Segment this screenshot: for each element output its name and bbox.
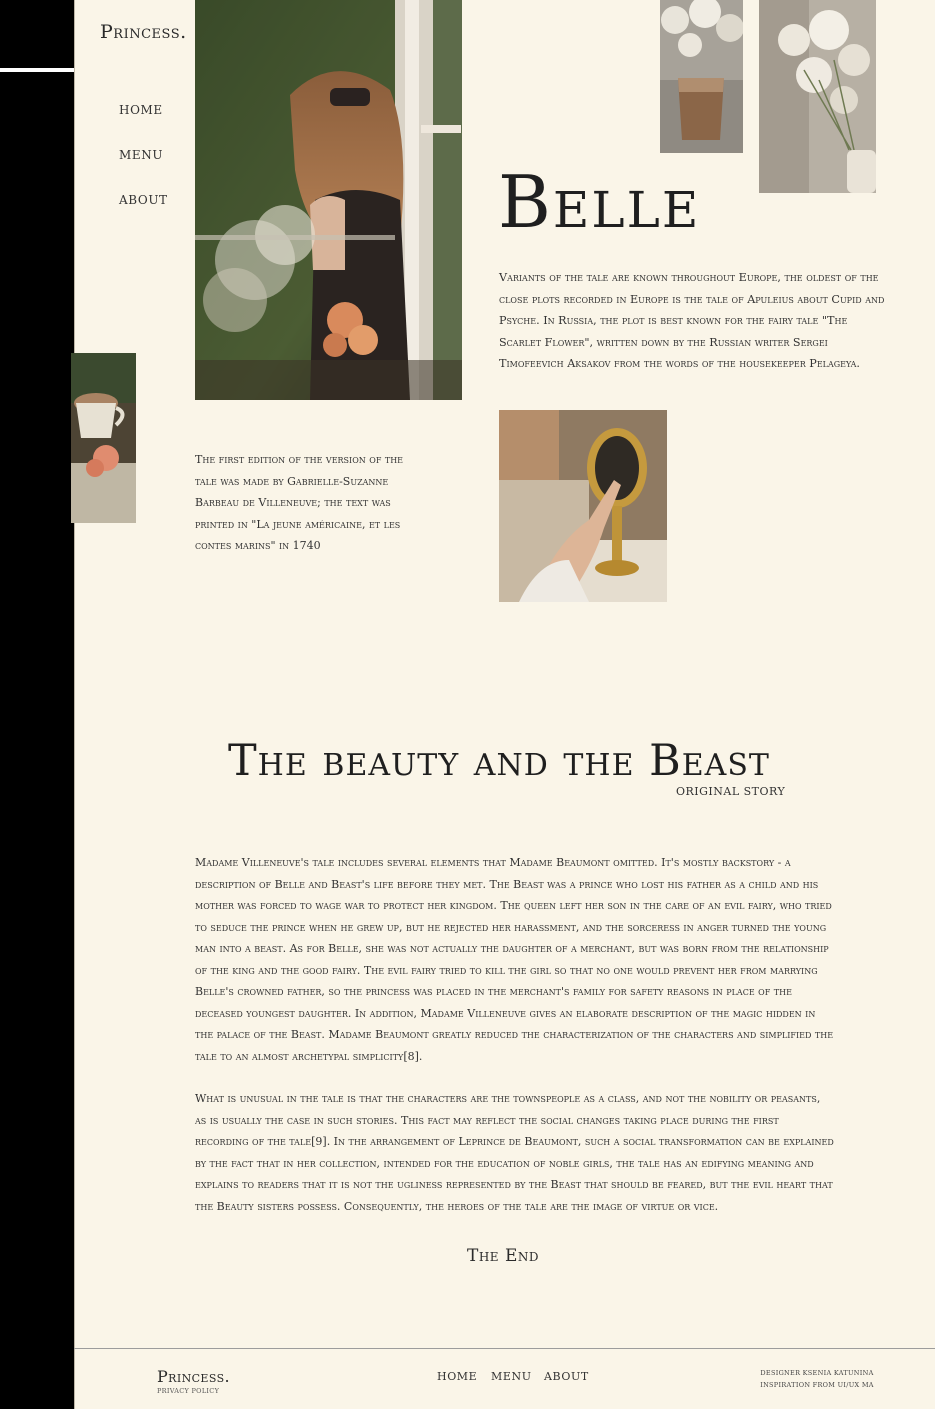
first-edition-text: The first edition of the version of the tale was made by Gabrielle-Suzanne Barbeau de Villeneuve; the text was printed in "La jeune américaine, et les contes marins" in 1740 — [195, 453, 404, 552]
nav-home-link[interactable]: HOME — [119, 103, 163, 117]
story-paragraph-1: Madame Villeneuve's tale includes several elements that Madame Beaumont omitted. It's mostly backstory - a description of Belle and Beast's life before they met. The Beast was a prince who lost his father as a child and his mother was forced to wage war to protect her kingdom. The queen left her son in the care of an evil fairy, who tried to seduce the prince when he grew up, but he rejected her harassment, and the sorceress in anger turned the young man into a beast. As for Belle, she was not actually the daughter of a merchant, but was born from the relationship of the king and the good fairy. The evil fairy tried to kill the girl so that no one would prevent her from marrying Belle's crowned father, so the princess was placed in the merchant's family for safety reasons in place of the deceased youngest daughter. In addition, Madame Villeneuve gives an elaborate description of the magic hidden in the palace of the Beast. Madame Beaumont greatly reduced the characterization of the characters and simplified the tale to an almost archetypal simplicity[8]. — [195, 856, 834, 1063]
footer-nav-home[interactable]: HOME — [437, 1370, 478, 1383]
footer-nav-menu[interactable]: MENU — [491, 1370, 532, 1383]
privacy-policy-link[interactable]: PRIVACY POLICY — [157, 1387, 220, 1395]
hero-title: Belle — [498, 160, 701, 244]
left-black-frame — [0, 0, 73, 1409]
designer-credit: DESIGNER KSENIA KATUNINA — [760, 1369, 874, 1377]
footer-divider — [74, 1348, 935, 1349]
photo-girl-with-flowers — [195, 0, 462, 400]
inspiration-credit: INSPIRATION FROM UI/UX MA — [760, 1381, 874, 1389]
photo-coffee-and-flowers — [660, 0, 743, 153]
photo-babys-breath-vase — [759, 0, 876, 193]
frame-divider — [0, 68, 74, 72]
nav-about-link[interactable]: ABOUT — [119, 193, 168, 207]
footer-brand-logo[interactable]: Princess. — [157, 1367, 231, 1386]
story-subtitle: ORIGINAL STORY — [676, 785, 786, 798]
photo-hand-and-mirror — [499, 410, 667, 602]
footer-nav-about[interactable]: ABOUT — [544, 1370, 589, 1383]
story-paragraph-2: What is unusual in the tale is that the characters are the townspeople as a class, and not the nobility or peasants, as is usually the case in such stories. This fact may reflect the social changes taking place during the first recording of the tale[9]. In the arrangement of Leprince de Beaumont, such a social transformation can be explained by the fact that in her collection, intended for the education of noble girls, the tale has an edifying meaning and explains to readers that it is not the ugliness represented by the Beast that should be feared, but the evil heart that the Beauty sisters possess. Consequently, the heroes of the tale are the image of virtue or vice. — [195, 1092, 834, 1213]
photo-tea-cup — [71, 353, 136, 523]
story-ending: The End — [467, 1246, 539, 1266]
hero-intro-text: Variants of the tale are known throughout Europe, the oldest of the close plots recorded in Europe is the tale of Apuleius about Cupid and Psyche. In Russia, the plot is best known for the fairy tale "The Scarlet Flower", written down by the Russian writer Sergei Timofeevich Aksakov from the words of the housekeeper Pelageya. — [499, 271, 885, 370]
nav-menu-link[interactable]: MENU — [119, 148, 164, 162]
brand-logo[interactable]: Princess. — [100, 21, 187, 43]
story-title: The beauty and the Beast — [228, 736, 770, 786]
